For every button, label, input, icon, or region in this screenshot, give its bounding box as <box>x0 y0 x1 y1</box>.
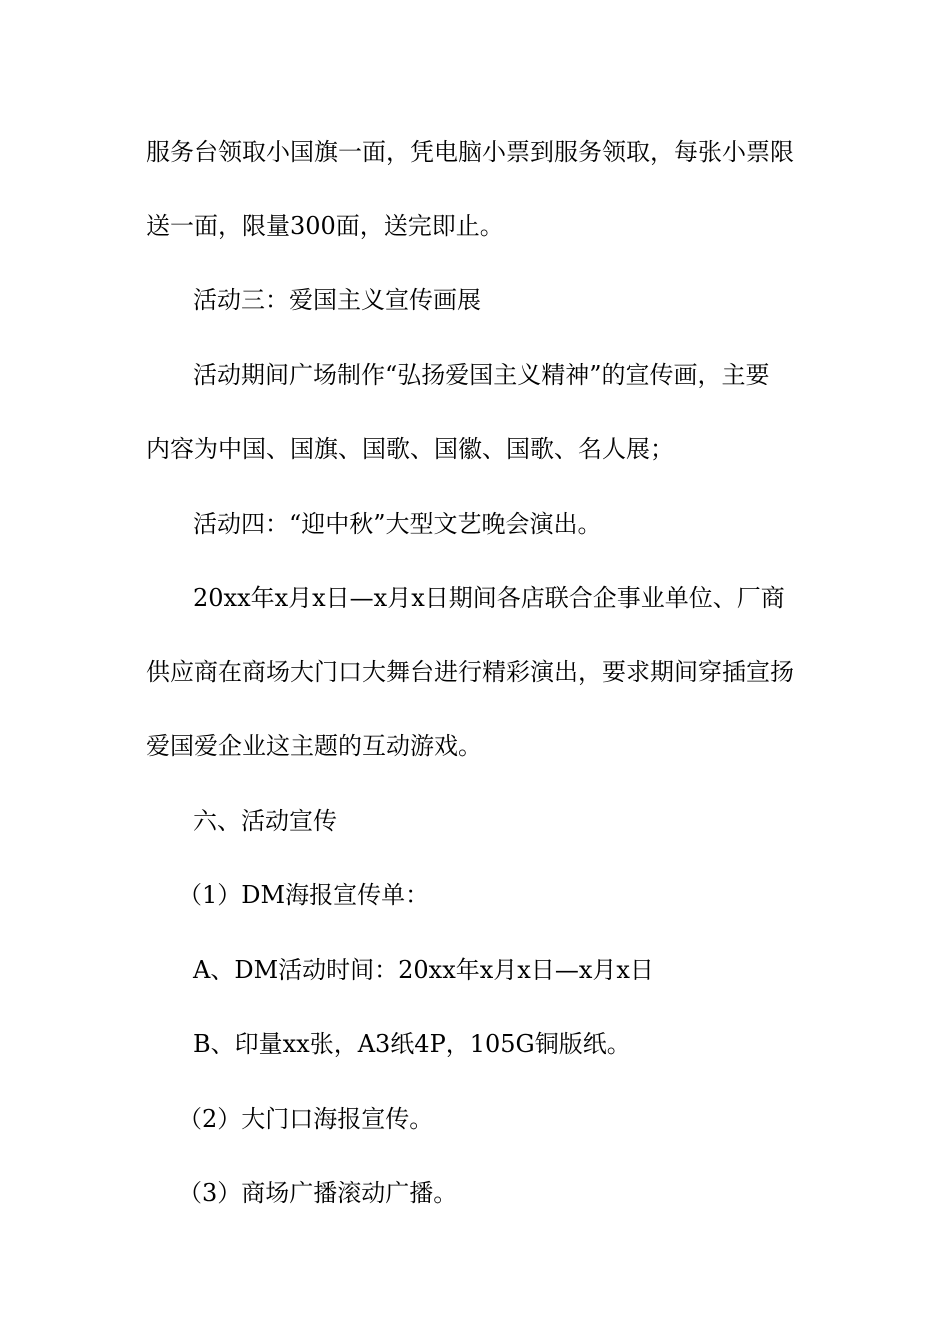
list-item: （1）DM海报宣传单： <box>178 881 430 909</box>
list-item: A、DM活动时间：20xx年x月x日—x月x日 <box>193 956 654 984</box>
section-heading-promotion: 六、活动宣传 <box>193 807 337 835</box>
paragraph-line: 内容为中国、国旗、国歌、国徽、国歌、名人展； <box>146 435 674 463</box>
paragraph-line: 服务台领取小国旗一面，凭电脑小票到服务领取，每张小票限 <box>146 138 794 166</box>
list-item: （3）商场广播滚动广播。 <box>178 1179 458 1207</box>
paragraph-line: 送一面，限量300面，送完即止。 <box>146 212 504 240</box>
paragraph-line: 20xx年x月x日—x月x日期间各店联合企事业单位、厂商 <box>193 584 785 612</box>
section-heading-activity-4: 活动四：“迎中秋”大型文艺晚会演出。 <box>193 510 602 538</box>
paragraph-line: 供应商在商场大门口大舞台进行精彩演出，要求期间穿插宣扬 <box>146 658 794 686</box>
paragraph-line: 活动期间广场制作“弘扬爱国主义精神”的宣传画，主要 <box>193 361 770 389</box>
section-heading-activity-3: 活动三：爱国主义宣传画展 <box>193 286 481 314</box>
list-item: （2）大门口海报宣传。 <box>178 1105 434 1133</box>
paragraph-line: 爱国爱企业这主题的互动游戏。 <box>146 732 482 760</box>
list-item: B、印量xx张，A3纸4P，105G铜版纸。 <box>193 1030 631 1058</box>
